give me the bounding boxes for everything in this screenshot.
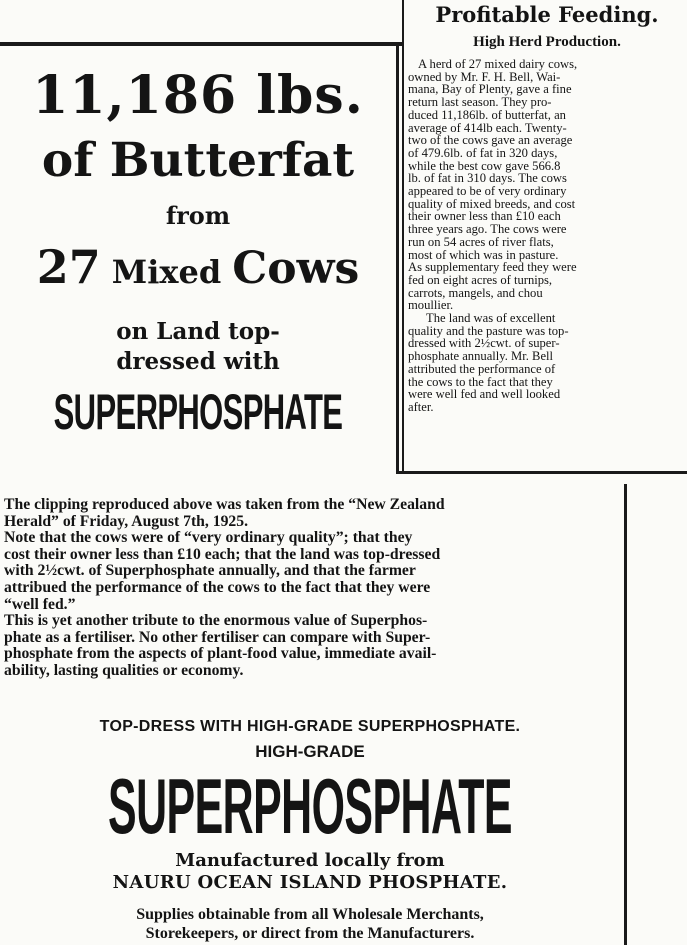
clipping-line: most of which was in pasture. xyxy=(408,247,559,262)
headline-block xyxy=(0,60,396,447)
headline-cows: Cows xyxy=(232,243,360,294)
clipping-line: return last season. They pro- xyxy=(408,95,552,110)
note-line: ability, lasting qualities or economy. xyxy=(4,661,244,679)
headline-mixed: Mixed xyxy=(111,253,222,291)
clipping-line: average of 414lb each. Twenty- xyxy=(408,120,567,135)
note-line: phosphate from the aspects of plant-food value, immediate avail- xyxy=(4,645,437,663)
footer-manufactured: Manufactured locally from xyxy=(175,850,445,871)
clipping-line: quality of mixed breeds, and cost xyxy=(408,196,576,211)
note-line: attribued the performance of the cows to the fact that they were xyxy=(4,578,431,596)
note-line: “well fed.” xyxy=(4,595,76,613)
left-column-right-border xyxy=(396,46,399,472)
note-line: This is yet another tribute to the enormous value of Superphos- xyxy=(4,612,428,630)
headline-weight: 11,186 lbs. xyxy=(32,65,364,126)
clipping-line: carrots, mangels, and chou xyxy=(408,285,543,300)
headline-product: SUPERPHOSPHATE xyxy=(53,384,343,440)
note-line: with 2½cwt. of Superphosphate annually, and that the farmer xyxy=(4,562,416,580)
clipping-line: appeared to be of very ordinary xyxy=(408,184,567,199)
clipping-line: three years ago. The cows were xyxy=(408,222,567,237)
clipping-paragraph-2 xyxy=(408,311,684,414)
clipping-line: of 479.6lb. of fat in 320 days, xyxy=(408,145,558,160)
note-line: cost their owner less than £10 each; that the land was top-dressed xyxy=(4,545,441,563)
headline-butterfat: of Butterfat xyxy=(41,133,355,188)
clipping-line: their owner less than £10 each xyxy=(408,209,561,224)
footer-cta: TOP-DRESS WITH HIGH-GRADE SUPERPHOSPHATE. xyxy=(99,718,521,735)
clipping-line: owned by Mr. F. H. Bell, Wai- xyxy=(408,69,561,84)
note-line: The clipping reproduced above was taken from the “New Zealand xyxy=(4,496,445,513)
clipping-line: quality and the pasture was top- xyxy=(408,323,569,338)
clipping-line: attributed the performance of xyxy=(408,361,556,376)
clipping-subtitle: High Herd Production. xyxy=(473,34,621,50)
clipping-line: moullier. xyxy=(408,298,454,313)
clipping-line: phosphate annually. Mr. Bell xyxy=(408,349,554,364)
clipping-bottom-border xyxy=(396,471,687,474)
clipping-line: after. xyxy=(408,399,434,414)
clipping-line: run on 54 acres of river flats, xyxy=(408,234,554,249)
clipping-title: Profitable Feeding. xyxy=(435,2,659,27)
clipping-line: dressed with 2½cwt. of super- xyxy=(408,336,560,351)
note-line: phate as a fertiliser. No other fertiliser can compare with Super- xyxy=(4,628,431,646)
clipping-line: the cows to the fact that they xyxy=(408,374,553,389)
headline-from: from xyxy=(165,201,231,230)
footer-supplies-2: Storekeepers, or direct from the Manufacturers. xyxy=(145,925,475,942)
note-line: Note that the cows were of “very ordinary quality”; that they xyxy=(4,529,413,547)
clipping-line: A herd of 27 mixed dairy cows, xyxy=(418,57,578,71)
clipping-line: lb. of fat in 310 days. The cows xyxy=(408,171,567,186)
clipping-line: The land was of excellent xyxy=(426,311,556,326)
note-line: Herald” of Friday, August 7th, 1925. xyxy=(4,512,249,530)
clipping-paragraph-1 xyxy=(408,57,684,313)
headline-on-land: on Land top- xyxy=(116,318,280,345)
footer-supplies-1: Supplies obtainable from all Wholesale Merchants, xyxy=(136,906,484,923)
footer-source: NAURU OCEAN ISLAND PHOSPHATE. xyxy=(112,872,508,893)
top-left-rule xyxy=(0,42,402,46)
clipping-line: As supplementary feed they were xyxy=(408,260,577,275)
clipping-line: fed on eight acres of turnips, xyxy=(408,272,553,287)
headline-dressed-with: dressed with xyxy=(116,348,280,375)
headline-cows-line xyxy=(0,238,396,307)
lower-right-border xyxy=(624,484,627,945)
clipping-body xyxy=(408,58,686,414)
footer-product: SUPERPHOSPHATE xyxy=(108,762,512,850)
clipping-left-border xyxy=(402,0,404,472)
newspaper-clipping xyxy=(408,0,686,414)
clipping-line: mana, Bay of Plenty, gave a fine xyxy=(408,82,572,97)
clipping-line: two of the cows gave an average xyxy=(408,133,573,148)
clipping-line: while the best cow gave 566.8 xyxy=(408,158,561,173)
clipping-line: were well fed and well looked xyxy=(408,387,561,402)
headline-cows-number: 27 xyxy=(36,240,101,294)
footer-grade: HIGH-GRADE xyxy=(255,742,365,761)
explanatory-note xyxy=(4,497,612,680)
clipping-line: duced 11,186lb. of butterfat, an xyxy=(408,107,566,122)
